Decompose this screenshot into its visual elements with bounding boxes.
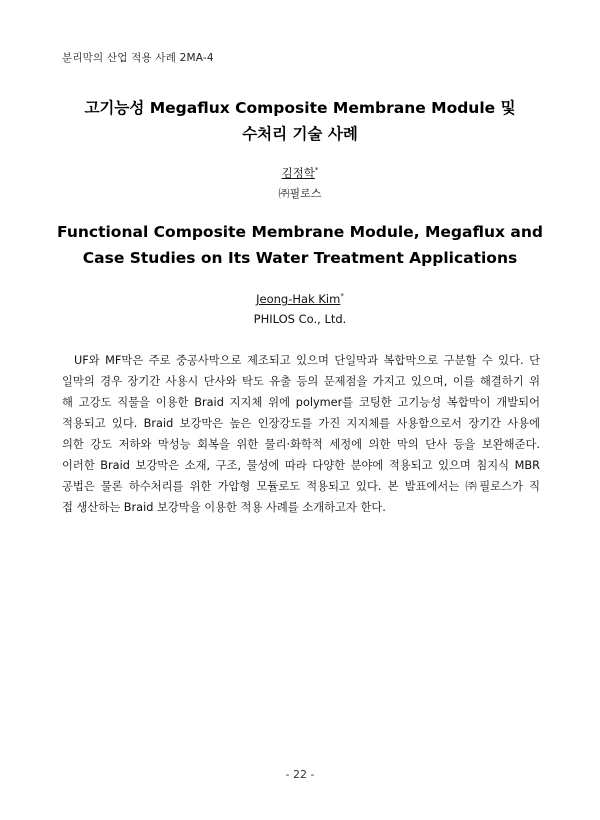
- abstract-line: 이러한 Braid 보강막은 소재, 구조, 물성에 따라 다양한 분야에 적용되고 있으며 침지식 MBR: [62, 459, 540, 472]
- corresponding-author-mark: *: [314, 166, 319, 175]
- english-affiliation: PHILOS Co., Ltd.: [253, 312, 347, 326]
- korean-title-line-2: 수처리 기술 사례: [242, 125, 358, 143]
- korean-affiliation: ㈜필로스: [278, 187, 322, 200]
- abstract-line: 해 고강도 직물을 이용한 Braid 지지체 위에 polymer를 코팅한 고기능성 복합막이 개발되어: [62, 396, 540, 409]
- korean-author-name: 김정학: [281, 166, 315, 180]
- abstract-line: 의한 강도 저하와 막성능 회복을 위한 물리·화학적 세정에 의한 막의 단사 등을 보완해준다.: [62, 438, 540, 451]
- corresponding-author-mark: *: [340, 292, 344, 301]
- english-author: [0, 292, 600, 306]
- abstract-line: 공법은 물론 하수처리를 위한 가압형 모듈로도 적용되고 있다. 본 발표에서는 ㈜필로스가 직: [62, 480, 540, 493]
- running-header: 분리막의 산업 적용 사례 2MA-4: [62, 52, 214, 64]
- english-author-name: Jeong-Hak Kim: [256, 292, 341, 306]
- english-title-line-2: Case Studies on Its Water Treatment Applications: [82, 249, 518, 267]
- abstract-line: 일막의 경우 장기간 사용시 단사와 탁도 유출 등의 문제점을 가지고 있으며, 이를 해결하기 위: [62, 375, 540, 388]
- abstract-line: UF와 MF막은 주로 중공사막으로 제조되고 있으며 단일막과 복합막으로 구분할 수 있다. 단: [74, 354, 540, 367]
- abstract-line: 적용되고 있다. Braid 보강막은 높은 인장강도를 가진 지지체를 사용함으로서 장기간 사용에: [62, 417, 540, 430]
- page-number: - 22 -: [285, 768, 315, 781]
- abstract-paragraph: [62, 350, 540, 518]
- english-title-line-1: Functional Composite Membrane Module, Megaflux and: [57, 223, 543, 241]
- korean-author: [0, 165, 600, 181]
- korean-title-line-1: 고기능성 Megaflux Composite Membrane Module 및: [84, 99, 516, 117]
- abstract-line: 접 생산하는 Braid 보강막을 이용한 적용 사례를 소개하고자 한다.: [62, 501, 386, 514]
